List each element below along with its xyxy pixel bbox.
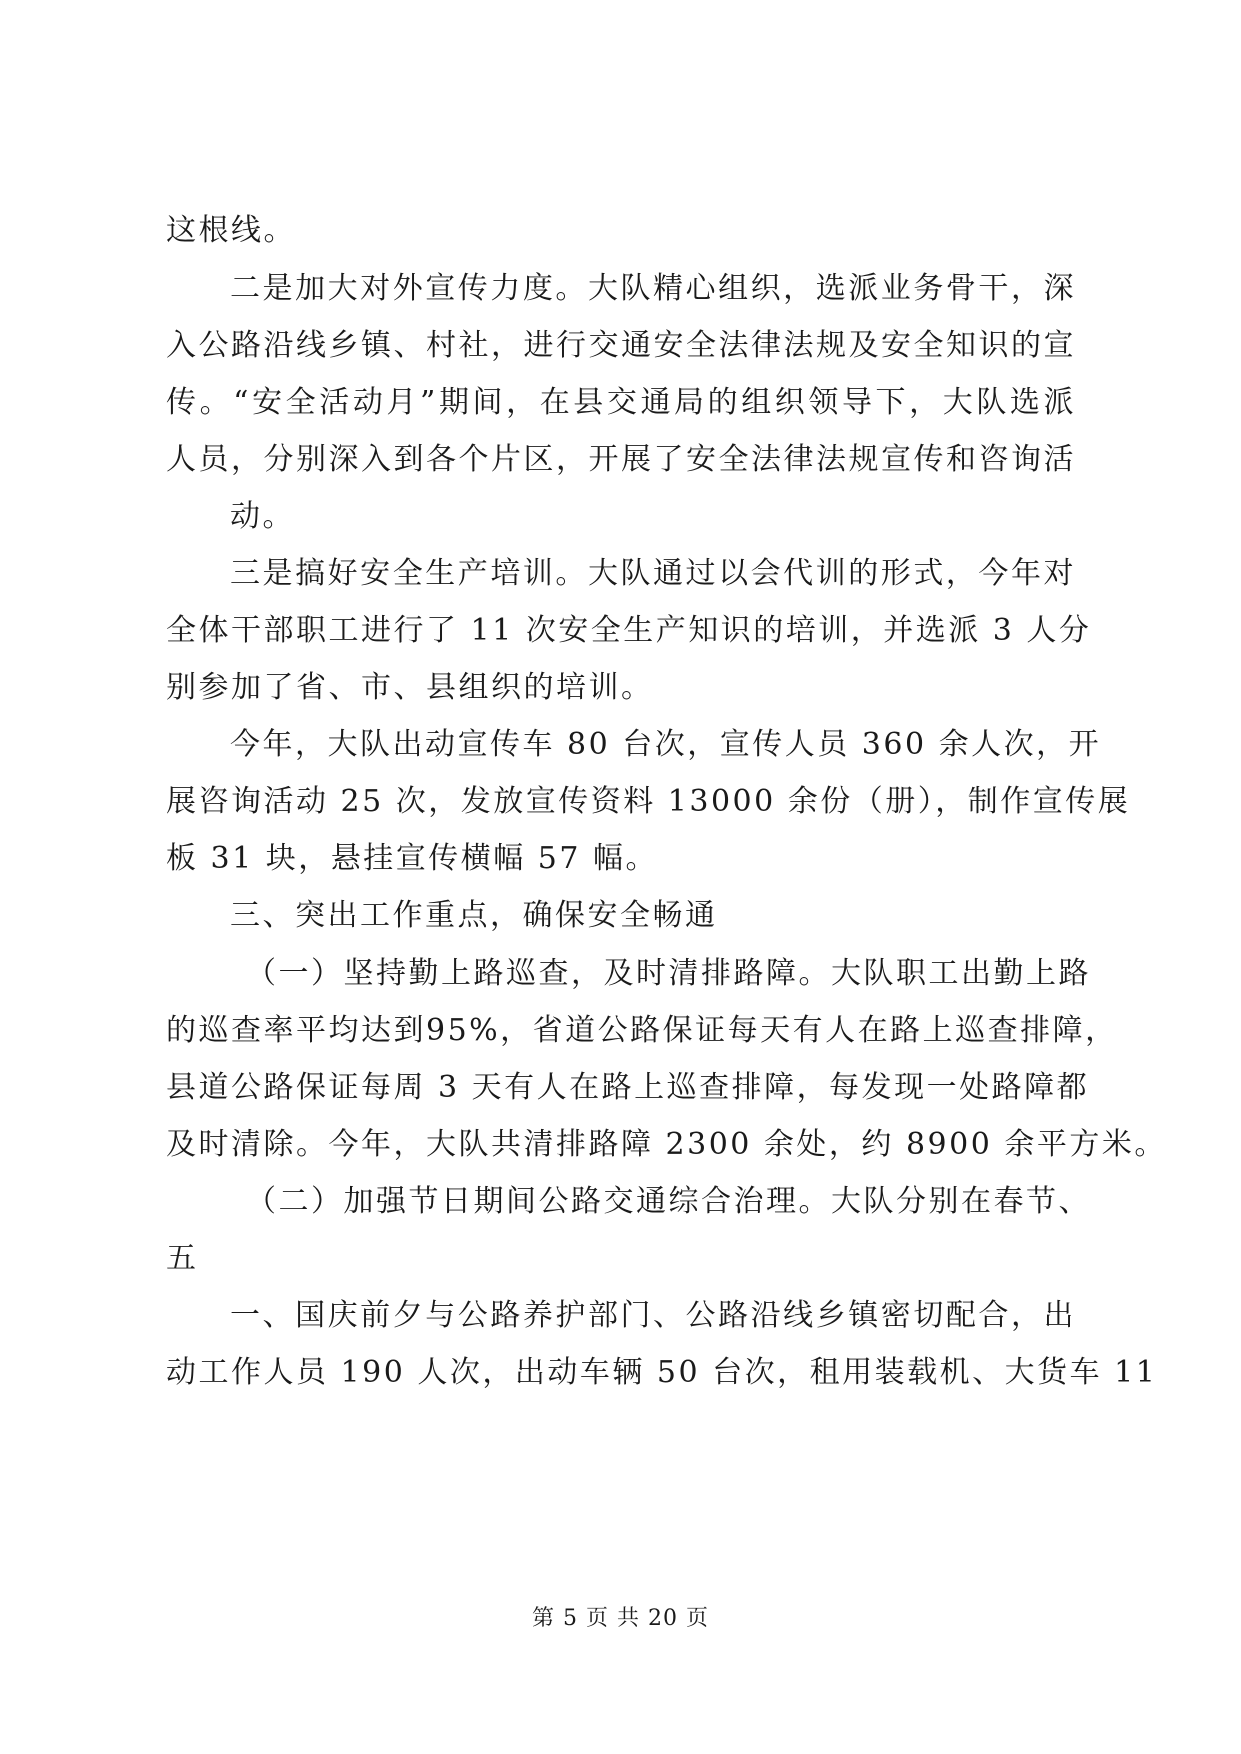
paragraph-line: （二）加强节日期间公路交通综合治理。大队分别在春节、 (246, 1184, 1091, 1219)
paragraph-line: 全体干部职工进行了 11 次安全生产知识的培训，并选派 3 人分 (166, 613, 1092, 648)
paragraph-line: 展咨询活动 25 次，发放宣传资料 13000 余份（册），制作宣传展 (166, 784, 1131, 819)
page-number-footer: 第 5 页 共 20 页 (532, 1606, 709, 1631)
paragraph-line: 入公路沿线乡镇、村社，进行交通安全法律法规及安全知识的宣 (166, 328, 1076, 363)
paragraph-line: 动。 (230, 499, 295, 534)
paragraph-line: 二是加大对外宣传力度。大队精心组织，选派业务骨干，深 (230, 271, 1076, 306)
paragraph-line: 动工作人员 190 人次，出动车辆 50 台次，租用装载机、大货车 11 (166, 1355, 1158, 1390)
paragraph-line: 五 (166, 1241, 199, 1276)
paragraph-line: 的巡查率平均达到95%，省道公路保证每天有人在路上巡查排障， (166, 1013, 1118, 1048)
paragraph-line: 及时清除。今年，大队共清排路障 2300 余处，约 8900 余平方米。 (166, 1127, 1167, 1162)
paragraph-line: 三是搞好安全生产培训。大队通过以会代训的形式，今年对 (230, 556, 1076, 591)
paragraph-line: （一）坚持勤上路巡查，及时清排路障。大队职工出勤上路 (246, 956, 1091, 991)
paragraph-line: 县道公路保证每周 3 天有人在路上巡查排障，每发现一处路障都 (166, 1070, 1090, 1105)
section-heading: 三、突出工作重点，确保安全畅通 (230, 898, 718, 933)
paragraph-line: 这根线。 (166, 213, 296, 248)
paragraph-line: 别参加了省、市、县组织的培训。 (166, 670, 654, 705)
paragraph-line: 人员，分别深入到各个片区，开展了安全法律法规宣传和咨询活 (166, 442, 1076, 477)
paragraph-line: 一、国庆前夕与公路养护部门、公路沿线乡镇密切配合，出 (230, 1298, 1076, 1333)
paragraph-line: 板 31 块，悬挂宣传横幅 57 幅。 (166, 841, 658, 876)
paragraph-line: 今年，大队出动宣传车 80 台次，宣传人员 360 余人次，开 (230, 727, 1102, 762)
paragraph-line: 传。“安全活动月”期间，在县交通局的组织领导下，大队选派 (166, 385, 1076, 420)
